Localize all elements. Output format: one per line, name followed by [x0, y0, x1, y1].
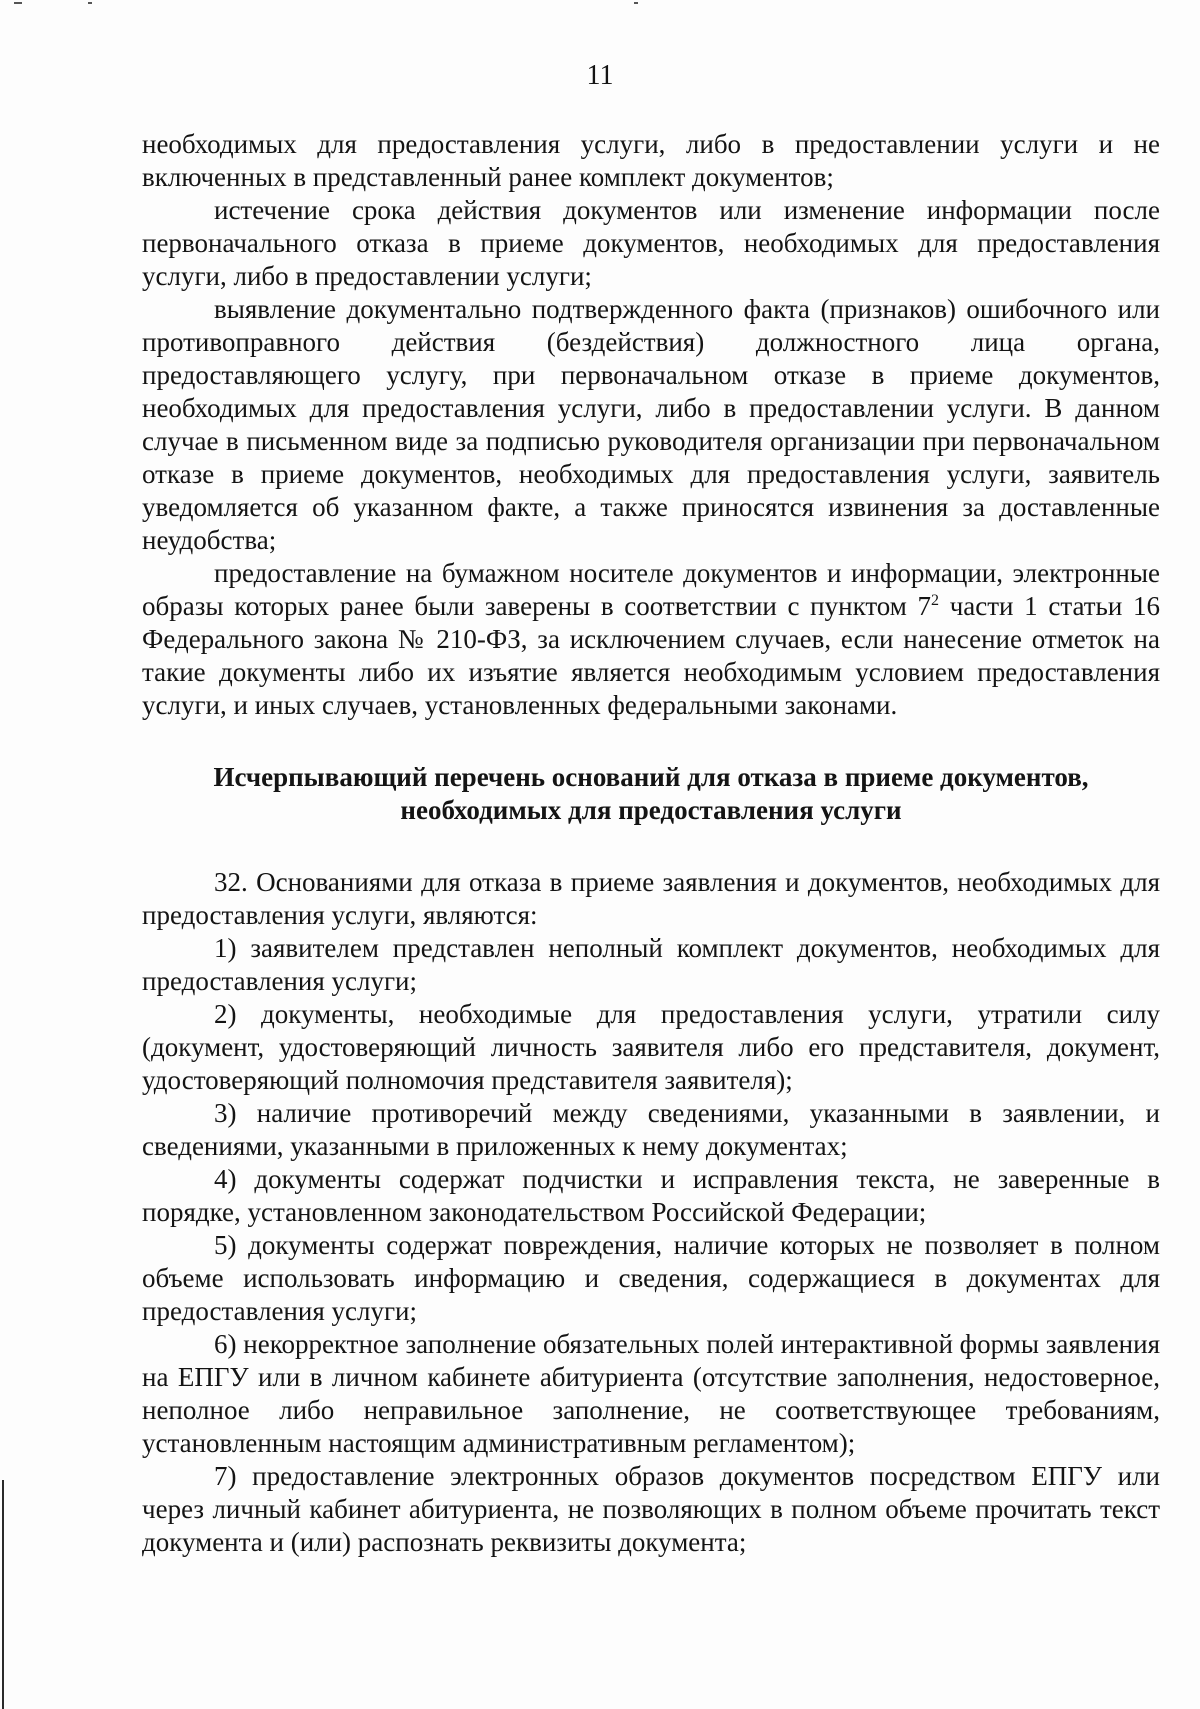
list-item: 1) заявителем представлен неполный комплект документов, необходимых для предоставления услуги; — [142, 933, 1160, 996]
scan-artifact — [634, 2, 638, 4]
paragraph — [142, 557, 1160, 722]
paragraph: выявление документально подтвержденного факта (признаков) ошибочного или противоправного действия (бездействия) должностного лица органа, предоставляющего услугу, при первоначальном отказе в приеме документов, необходимых для предоставления услуги, либо в предоставлении услуги. В данном случае в письменном виде за подписью руководителя организации при первоначальном отказе в приеме документов, необходимых для предоставления услуги, заявитель уведомляется об указанном факте, а также приносятся извинения за доставленные неудобства; — [142, 294, 1160, 555]
document-body — [142, 128, 1160, 1559]
list-item: 3) наличие противоречий между сведениями, указанными в заявлении, и сведениями, указанными в приложенных к нему документах; — [142, 1098, 1160, 1161]
list-item: 7) предоставление электронных образов документов посредством ЕПГУ или через личный кабинет абитуриента, не позволяющих в полном объеме прочитать текст документа и (или) распознать реквизиты документа; — [142, 1461, 1160, 1557]
paragraph-text: предоставление на бумажном носителе документов и информации, электронные образы которых ранее были заверены в соответствии с пунктом 7 — [142, 558, 1160, 621]
list-item: 6) некорректное заполнение обязательных полей интерактивной формы заявления на ЕПГУ или в личном кабинете абитуриента (отсутствие заполнения, недостоверное, неполное либо неправильное заполнение, не соответствующее требованиям, установленным настоящим административным регламентом); — [142, 1329, 1160, 1458]
scan-artifact — [14, 2, 22, 4]
scan-artifact — [88, 2, 92, 4]
paragraph: истечение срока действия документов или изменение информации после первоначального отказа в приеме документов, необходимых для предоставления услуги, либо в предоставлении услуги; — [142, 195, 1160, 291]
section-title-line: Исчерпывающий перечень оснований для отказа в приеме документов, — [213, 762, 1089, 792]
paragraph-text: части 1 статьи 16 Федерального закона № 210-ФЗ, за исключением случаев, если нанесение отметок на такие документы либо их изъятие является необходимым условием предоставления услуги, и иных случаев, установленных федеральными законами. — [142, 591, 1160, 720]
scan-edge-line — [2, 1480, 4, 1709]
list-item: 5) документы содержат повреждения, наличие которых не позволяет в полном объеме использовать информацию и сведения, содержащиеся в документах для предоставления услуги; — [142, 1230, 1160, 1326]
paragraph: 32. Основаниями для отказа в приеме заявления и документов, необходимых для предоставления услуги, являются: — [142, 867, 1160, 930]
section-title-line: необходимых для предоставления услуги — [400, 795, 902, 825]
paragraph: необходимых для предоставления услуги, либо в предоставлении услуги и не включенных в представленный ранее комплект документов; — [142, 129, 1160, 192]
list-item: 4) документы содержат подчистки и исправления текста, не заверенные в порядке, установленном законодательством Российской Федерации; — [142, 1164, 1160, 1227]
section-title — [142, 761, 1160, 827]
superscript: 2 — [931, 592, 940, 609]
page-number: 11 — [586, 60, 614, 91]
list-item: 2) документы, необходимые для предоставления услуги, утратили силу (документ, удостоверяющий личность заявителя либо его представителя, документ, удостоверяющий полномочия представителя заявителя); — [142, 999, 1160, 1095]
